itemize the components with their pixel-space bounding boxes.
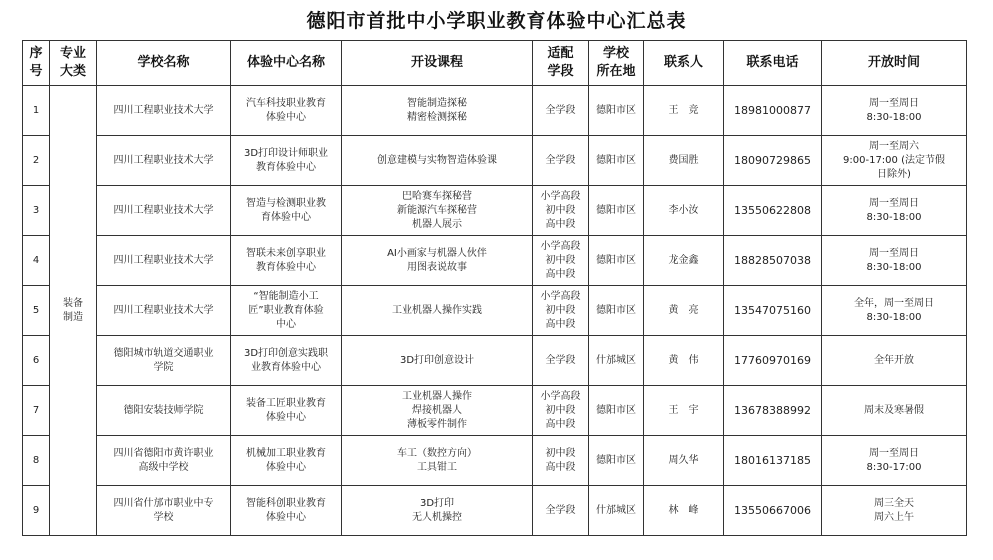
cell-school: 德阳安装技师学院 bbox=[97, 386, 231, 436]
cell-location: 什邡城区 bbox=[589, 486, 644, 536]
header-center: 体验中心名称 bbox=[231, 41, 342, 86]
cell-location: 什邡城区 bbox=[589, 336, 644, 386]
cell-grade: 全学段 bbox=[533, 136, 589, 186]
cell-courses: 3D打印 无人机操控 bbox=[342, 486, 533, 536]
cell-center: 3D打印设计师职业 教育体验中心 bbox=[231, 136, 342, 186]
page-title: 德阳市首批中小学职业教育体验中心汇总表 bbox=[306, 10, 687, 32]
cell-phone: 18016137185 bbox=[724, 436, 822, 486]
cell-courses: 智能制造探秘 精密检测探秘 bbox=[342, 86, 533, 136]
cell-contact: 黄 亮 bbox=[644, 286, 724, 336]
cell-seq: 1 bbox=[23, 86, 50, 136]
cell-school: 四川省德阳市黄许职业 高级中学校 bbox=[97, 436, 231, 486]
cell-contact: 龙金鑫 bbox=[644, 236, 724, 286]
cell-hours: 周一至周日 8:30-18:00 bbox=[822, 186, 967, 236]
cell-contact: 李小汝 bbox=[644, 186, 724, 236]
table-row bbox=[23, 86, 967, 136]
header-hours: 开放时间 bbox=[822, 41, 967, 86]
summary-table bbox=[22, 40, 967, 536]
cell-location: 德阳市区 bbox=[589, 386, 644, 436]
cell-location: 德阳市区 bbox=[589, 286, 644, 336]
cell-grade: 全学段 bbox=[533, 336, 589, 386]
table-row bbox=[23, 286, 967, 336]
cell-hours: 周三全天 周六上午 bbox=[822, 486, 967, 536]
cell-seq: 3 bbox=[23, 186, 50, 236]
cell-location: 德阳市区 bbox=[589, 136, 644, 186]
header-grade: 适配 学段 bbox=[533, 41, 589, 86]
cell-location: 德阳市区 bbox=[589, 236, 644, 286]
cell-contact: 费国胜 bbox=[644, 136, 724, 186]
cell-phone: 18090729865 bbox=[724, 136, 822, 186]
header-category: 专业 大类 bbox=[50, 41, 97, 86]
cell-seq: 7 bbox=[23, 386, 50, 436]
cell-center: 机械加工职业教育 体验中心 bbox=[231, 436, 342, 486]
cell-school: 四川工程职业技术大学 bbox=[97, 286, 231, 336]
cell-seq: 5 bbox=[23, 286, 50, 336]
table-row bbox=[23, 386, 967, 436]
cell-phone: 13678388992 bbox=[724, 386, 822, 436]
cell-seq: 8 bbox=[23, 436, 50, 486]
header-school: 学校名称 bbox=[97, 41, 231, 86]
cell-hours: 周末及寒暑假 bbox=[822, 386, 967, 436]
cell-school: 四川工程职业技术大学 bbox=[97, 236, 231, 286]
header-phone: 联系电话 bbox=[724, 41, 822, 86]
cell-school: 四川工程职业技术大学 bbox=[97, 136, 231, 186]
cell-grade: 全学段 bbox=[533, 486, 589, 536]
table-row bbox=[23, 236, 967, 286]
cell-contact: 黄 伟 bbox=[644, 336, 724, 386]
cell-center: “智能制造小工 匠”职业教育体验 中心 bbox=[231, 286, 342, 336]
cell-school: 四川工程职业技术大学 bbox=[97, 86, 231, 136]
cell-courses: 车工（数控方向） 工具钳工 bbox=[342, 436, 533, 486]
header-row bbox=[23, 41, 967, 86]
cell-school: 德阳城市轨道交通职业 学院 bbox=[97, 336, 231, 386]
table-body bbox=[23, 86, 967, 536]
cell-hours: 全年，周一至周日 8:30-18:00 bbox=[822, 286, 967, 336]
cell-courses: 创意建模与实物智造体验课 bbox=[342, 136, 533, 186]
cell-phone: 17760970169 bbox=[724, 336, 822, 386]
cell-contact: 王 竞 bbox=[644, 86, 724, 136]
cell-courses: 巴哈赛车探秘营 新能源汽车探秘营 机器人展示 bbox=[342, 186, 533, 236]
cell-contact: 王 宇 bbox=[644, 386, 724, 436]
cell-center: 智能科创职业教育 体验中心 bbox=[231, 486, 342, 536]
table-row bbox=[23, 436, 967, 486]
table-row bbox=[23, 486, 967, 536]
cell-center: 智造与检测职业教 育体验中心 bbox=[231, 186, 342, 236]
cell-courses: 3D打印创意设计 bbox=[342, 336, 533, 386]
cell-seq: 4 bbox=[23, 236, 50, 286]
cell-grade: 小学高段 初中段 高中段 bbox=[533, 236, 589, 286]
header-contact: 联系人 bbox=[644, 41, 724, 86]
cell-school: 四川省什邡市职业中专 学校 bbox=[97, 486, 231, 536]
header-courses: 开设课程 bbox=[342, 41, 533, 86]
cell-location: 德阳市区 bbox=[589, 436, 644, 486]
cell-phone: 13547075160 bbox=[724, 286, 822, 336]
cell-phone: 13550622808 bbox=[724, 186, 822, 236]
cell-hours: 周一至周六 9:00-17:00 (法定节假 日除外) bbox=[822, 136, 967, 186]
cell-hours: 周一至周日 8:30-18:00 bbox=[822, 236, 967, 286]
cell-courses: 工业机器人操作 焊接机器人 薄板零件制作 bbox=[342, 386, 533, 436]
cell-seq: 2 bbox=[23, 136, 50, 186]
header-seq: 序 号 bbox=[23, 41, 50, 86]
cell-location: 德阳市区 bbox=[589, 186, 644, 236]
cell-seq: 9 bbox=[23, 486, 50, 536]
cell-seq: 6 bbox=[23, 336, 50, 386]
cell-hours: 全年开放 bbox=[822, 336, 967, 386]
cell-grade: 小学高段 初中段 高中段 bbox=[533, 286, 589, 336]
cell-phone: 18828507038 bbox=[724, 236, 822, 286]
cell-phone: 18981000877 bbox=[724, 86, 822, 136]
header-location: 学校 所在地 bbox=[589, 41, 644, 86]
cell-contact: 周久华 bbox=[644, 436, 724, 486]
cell-courses: AI小画家与机器人伙伴 用图表说故事 bbox=[342, 236, 533, 286]
cell-grade: 小学高段 初中段 高中段 bbox=[533, 186, 589, 236]
cell-center: 装备工匠职业教育 体验中心 bbox=[231, 386, 342, 436]
cell-grade: 初中段 高中段 bbox=[533, 436, 589, 486]
cell-location: 德阳市区 bbox=[589, 86, 644, 136]
cell-grade: 小学高段 初中段 高中段 bbox=[533, 386, 589, 436]
cell-category: 装备 制造 bbox=[50, 86, 97, 536]
cell-hours: 周一至周日 8:30-17:00 bbox=[822, 436, 967, 486]
cell-center: 汽车科技职业教育 体验中心 bbox=[231, 86, 342, 136]
cell-hours: 周一至周日 8:30-18:00 bbox=[822, 86, 967, 136]
table-row bbox=[23, 136, 967, 186]
table-row bbox=[23, 186, 967, 236]
cell-contact: 林 峰 bbox=[644, 486, 724, 536]
cell-school: 四川工程职业技术大学 bbox=[97, 186, 231, 236]
table-row bbox=[23, 336, 967, 386]
cell-center: 3D打印创意实践职 业教育体验中心 bbox=[231, 336, 342, 386]
cell-center: 智联未来创享职业 教育体验中心 bbox=[231, 236, 342, 286]
cell-grade: 全学段 bbox=[533, 86, 589, 136]
cell-phone: 13550667006 bbox=[724, 486, 822, 536]
cell-courses: 工业机器人操作实践 bbox=[342, 286, 533, 336]
